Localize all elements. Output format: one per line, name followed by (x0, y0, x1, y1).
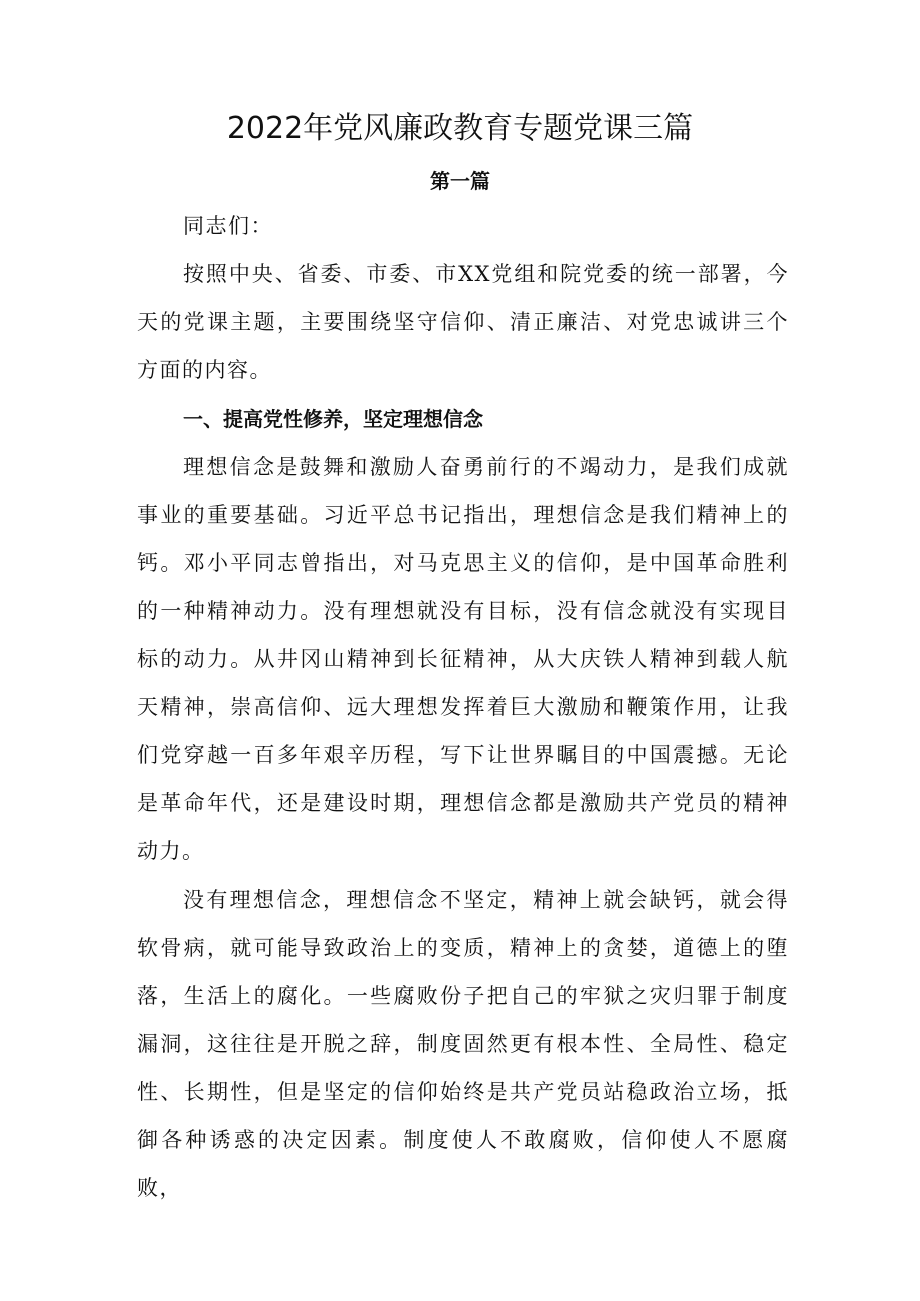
document-title: 2022年党风廉政教育专题党课三篇 (226, 111, 694, 146)
paragraph-consequences: 没有理想信念，理想信念不坚定，精神上就会缺钙，就会得软骨病，就可能导致政治上的变质，精神上的贪婪，道德上的堕落，生活上的腐化。一些腐败份子把自己的牢狱之灾归罪于制度漏洞，这往往是开脱之辞，制度固然更有根本性、全局性、稳定性、长期性，但是坚定的信仰始终是共产党员站稳政治立场，抵御各种诱惑的决定因素。制度使人不敢腐败，信仰使人不愿腐败， (137, 888, 789, 1200)
section-heading-1: 一、提高党性修养，坚定理想信念 (183, 407, 483, 431)
paragraph-ideals: 理想信念是鼓舞和激励人奋勇前行的不竭动力，是我们成就事业的重要基础。习近平总书记指出，理想信念是我们精神上的钙。邓小平同志曾指出，对马克思主义的信仰，是中国革命胜利的一种精神动力。没有理想就没有目标，没有信念就没有实现目标的动力。从井冈山精神到长征精神，从大庆铁人精神到载人航天精神，崇高信仰、远大理想发挥着巨大激励和鞭策作用，让我们党穿越一百多年艰辛历程，写下让世界瞩目的中国震撼。无论是革命年代，还是建设时期，理想信念都是激励共产党员的精神动力。 (137, 455, 789, 863)
paragraph-intro: 按照中央、省委、市委、市XX党组和院党委的统一部署，今天的党课主题，主要围绕坚守信仰、清正廉洁、对党忠诚讲三个方面的内容。 (137, 262, 789, 382)
greeting: 同志们： (183, 214, 273, 238)
part-label: 第一篇 (430, 169, 490, 193)
